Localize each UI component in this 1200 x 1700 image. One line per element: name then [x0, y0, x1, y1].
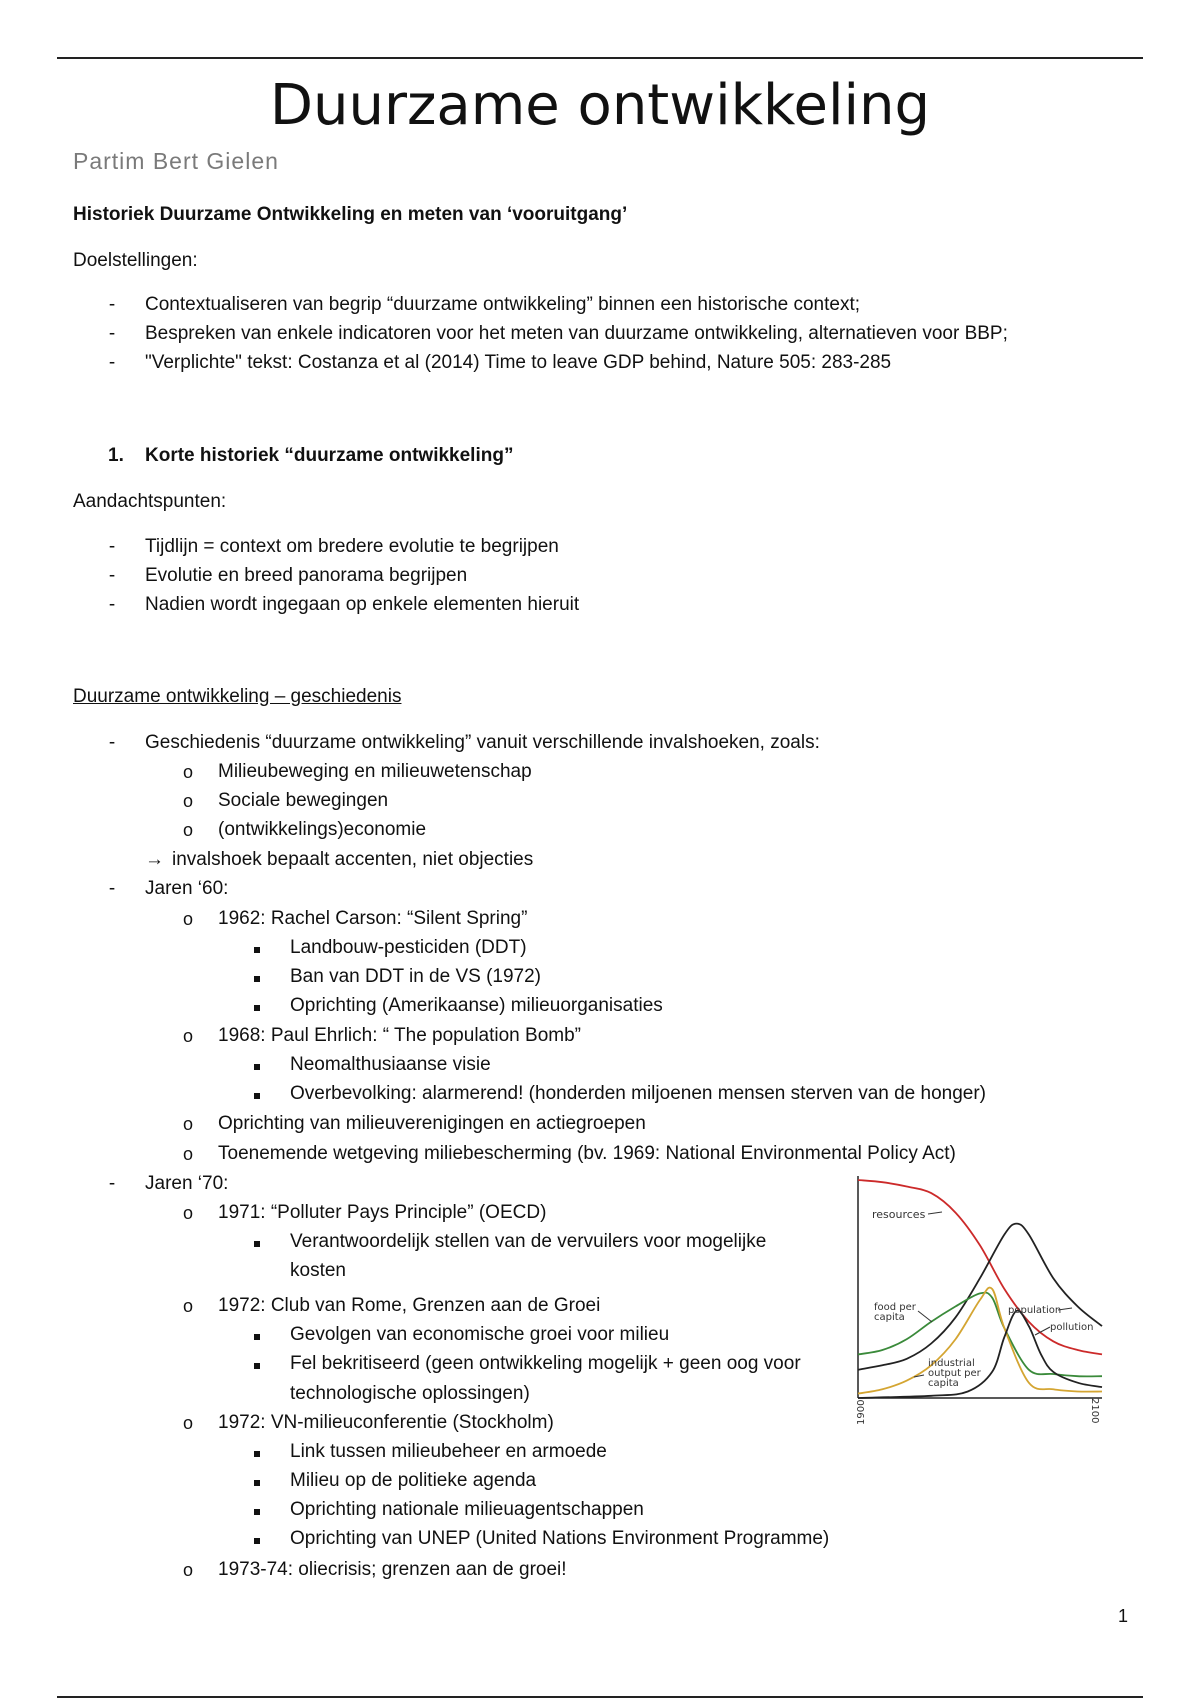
label-pollution: pollution: [1050, 1322, 1094, 1333]
list-item: Neomalthusiaanse visie: [290, 1054, 491, 1075]
list-item: Toenemende wetgeving miliebescherming (bv. 1969: National Environmental Policy Act): [218, 1143, 956, 1164]
list-item: Sociale bewegingen: [218, 790, 389, 811]
x-end-label: 2100: [1089, 1398, 1100, 1424]
list-item: Oprichting nationale milieuagentschappen: [290, 1499, 644, 1520]
geschiedenis-heading: Duurzame ontwikkeling – geschiedenis: [73, 686, 402, 707]
list-item: Bespreken van enkele indicatoren voor het meten van duurzame ontwikkeling, alternatieven voor BBP;: [145, 323, 1008, 344]
dash-bullet: -: [108, 565, 116, 586]
circle-bullet: o: [182, 1296, 193, 1316]
list-item: "Verplichte" tekst: Costanza et al (2014) Time to leave GDP behind, Nature 505: 283-285: [145, 352, 892, 373]
circle-bullet: o: [182, 909, 193, 929]
label-industrial: industrial output per capita: [928, 1358, 981, 1389]
circle-bullet: o: [182, 1144, 193, 1164]
list-item: (ontwikkelings)economie: [218, 819, 427, 840]
list-item: 1972: VN-milieuconferentie (Stockholm): [218, 1412, 554, 1433]
dash-bullet: -: [108, 352, 116, 373]
list-item: 1971: “Polluter Pays Principle” (OECD): [218, 1202, 547, 1223]
page-number: 1: [1117, 1606, 1128, 1626]
list-item-continuation: technologische oplossingen): [290, 1383, 530, 1404]
list-item: Milieu op de politieke agenda: [290, 1470, 537, 1491]
circle-bullet: o: [182, 762, 193, 782]
label-resources: resources: [872, 1208, 926, 1221]
dash-bullet: -: [108, 1173, 116, 1194]
list-item: Landbouw-pesticiden (DDT): [290, 937, 527, 958]
list-item: Geschiedenis “duurzame ontwikkeling” vanuit verschillende invalshoeken, zoals:: [145, 732, 820, 753]
leader-resources: [928, 1212, 942, 1214]
circle-bullet: o: [182, 1114, 193, 1134]
list-item: Contextualiseren van begrip “duurzame ontwikkeling” binnen een historische context;: [145, 294, 861, 315]
x-start-label: 1900: [856, 1399, 867, 1425]
doelstellingen-label: Doelstellingen:: [73, 250, 198, 271]
list-item: Gevolgen van economische groei voor milieu: [290, 1324, 670, 1345]
circle-bullet: o: [182, 820, 193, 840]
label-population: population: [1008, 1305, 1062, 1316]
leader-food: [918, 1311, 932, 1322]
top-rule: [57, 57, 1143, 59]
limits-to-growth-chart: [850, 1170, 1110, 1440]
circle-bullet: o: [182, 1413, 193, 1433]
list-item: 1973-74: oliecrisis; grenzen aan de groei!: [218, 1559, 567, 1580]
dash-bullet: -: [108, 594, 116, 615]
bottom-rule: [57, 1696, 1143, 1698]
section-heading: Historiek Duurzame Ontwikkeling en meten van ‘vooruitgang’: [73, 204, 628, 225]
document-subtitle: Partim Bert Gielen: [73, 148, 279, 174]
circle-bullet: o: [182, 1203, 193, 1223]
aandacht-label: Aandachtspunten:: [73, 491, 227, 512]
circle-bullet: o: [182, 791, 193, 811]
jaren70-label: Jaren ‘70:: [145, 1173, 229, 1194]
list-item: Link tussen milieubeheer en armoede: [290, 1441, 607, 1462]
dash-bullet: -: [108, 294, 116, 315]
arrow-icon: →: [145, 849, 164, 870]
list-item: Oprichting van milieuverenigingen en actiegroepen: [218, 1113, 646, 1134]
list-item: Nadien wordt ingegaan op enkele elementen hieruit: [145, 594, 580, 615]
document-title: Duurzame ontwikkeling: [269, 73, 931, 138]
list-item: Fel bekritiseerd (geen ontwikkeling mogelijk + geen oog voor: [290, 1353, 801, 1374]
list-item: 1972: Club van Rome, Grenzen aan de Groei: [218, 1295, 601, 1316]
list-item: Oprichting van UNEP (United Nations Environment Programme): [290, 1528, 830, 1549]
list-item: Ban van DDT in de VS (1972): [290, 966, 542, 987]
section-title: Korte historiek “duurzame ontwikkeling”: [145, 445, 514, 466]
jaren60-label: Jaren ‘60:: [145, 878, 229, 899]
list-item: Verantwoordelijk stellen van de vervuilers voor mogelijke: [290, 1231, 767, 1252]
dash-bullet: -: [108, 732, 116, 753]
circle-bullet: o: [182, 1026, 193, 1046]
label-food: food per capita: [874, 1302, 916, 1323]
list-item: Oprichting (Amerikaanse) milieuorganisaties: [290, 995, 663, 1016]
list-item: Milieubeweging en milieuwetenschap: [218, 761, 532, 782]
list-item: Overbevolking: alarmerend! (honderden miljoenen mensen sterven van de honger): [290, 1083, 987, 1104]
dash-bullet: -: [108, 536, 116, 557]
circle-bullet: o: [182, 1560, 193, 1580]
list-item: Tijdlijn = context om bredere evolutie te begrijpen: [145, 536, 559, 557]
list-item-continuation: kosten: [290, 1260, 346, 1281]
list-item: 1962: Rachel Carson: “Silent Spring”: [218, 908, 528, 929]
dash-bullet: -: [108, 878, 116, 899]
section-number: 1.: [108, 445, 124, 466]
dash-bullet: -: [108, 323, 116, 344]
list-item: 1968: Paul Ehrlich: “ The population Bomb”: [218, 1025, 581, 1046]
arrow-note: invalshoek bepaalt accenten, niet objecties: [172, 849, 534, 870]
list-item: Evolutie en breed panorama begrijpen: [145, 565, 468, 586]
